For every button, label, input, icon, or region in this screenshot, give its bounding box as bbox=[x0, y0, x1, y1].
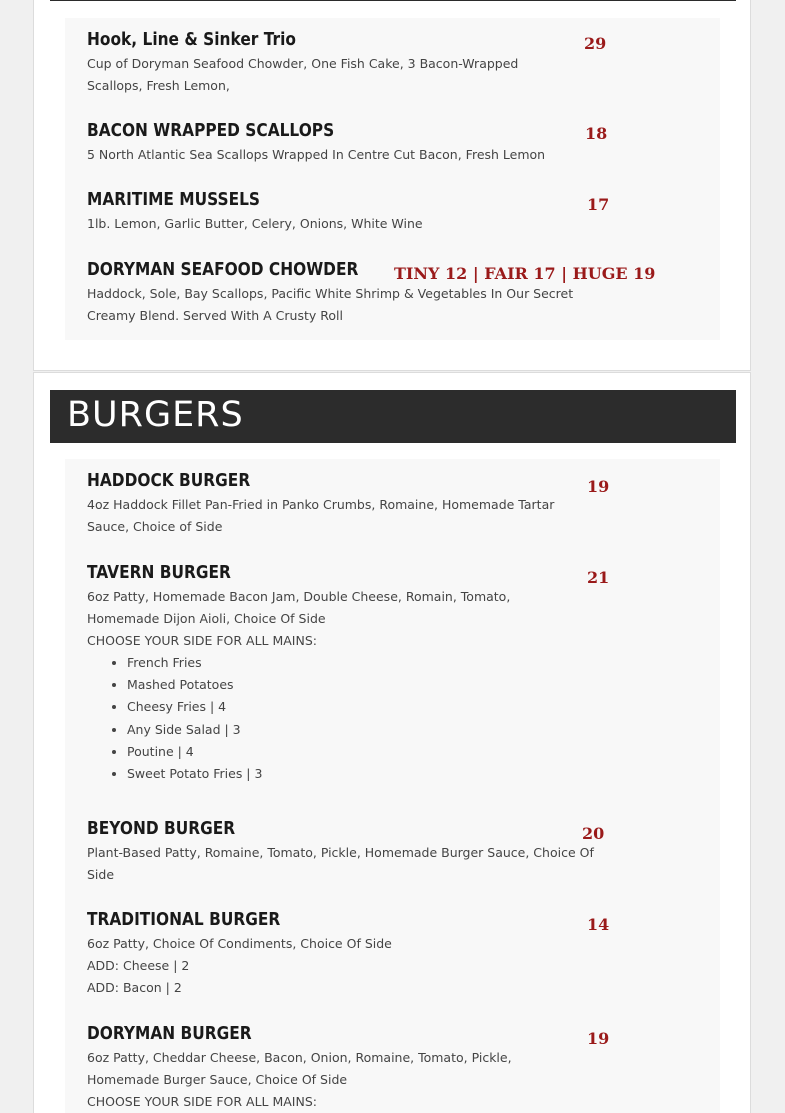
item-description: 6oz Patty, Choice Of Condiments, Choice Of Side bbox=[87, 936, 392, 951]
seafood-items-panel bbox=[65, 18, 720, 340]
item-name: BACON WRAPPED SCALLOPS bbox=[87, 121, 335, 141]
item-name: BEYOND BURGER bbox=[87, 819, 236, 839]
item-name: TAVERN BURGER bbox=[87, 563, 231, 583]
side-option: • Mashed Potatoes bbox=[127, 674, 547, 696]
menu-item-hook-line-sinker bbox=[87, 29, 607, 97]
add-on-option: ADD: Bacon | 2 bbox=[87, 980, 182, 995]
item-price: TINY 12 | FAIR 17 | HUGE 19 bbox=[394, 264, 656, 283]
item-name: DORYMAN SEAFOOD CHOWDER bbox=[87, 260, 359, 280]
item-name: DORYMAN BURGER bbox=[87, 1024, 252, 1044]
menu-item-traditional-burger bbox=[87, 909, 610, 999]
side-option: • French Fries bbox=[127, 652, 547, 674]
menu-item-bacon-wrapped-scallops bbox=[87, 120, 607, 166]
item-name: Hook, Line & Sinker Trio bbox=[87, 30, 296, 50]
side-option: • Any Side Salad | 3 bbox=[127, 719, 547, 741]
item-name: TRADITIONAL BURGER bbox=[87, 910, 281, 930]
item-description: Haddock, Sole, Bay Scallops, Pacific White Shrimp & Vegetables In Our Secret Creamy Blend. Served With A Crusty Roll bbox=[87, 286, 574, 323]
burgers-section-card bbox=[33, 372, 751, 1113]
menu-item-maritime-mussels bbox=[87, 189, 610, 235]
item-price: 19 bbox=[587, 1029, 610, 1048]
item-price: 14 bbox=[587, 915, 610, 934]
item-price: 20 bbox=[582, 824, 605, 843]
add-on-option: ADD: Cheese | 2 bbox=[87, 958, 190, 973]
item-price: 21 bbox=[587, 568, 610, 587]
item-name: MARITIME MUSSELS bbox=[87, 190, 261, 210]
burgers-items-panel bbox=[65, 459, 720, 1113]
item-name: HADDOCK BURGER bbox=[87, 471, 251, 491]
item-price: 18 bbox=[585, 124, 608, 143]
item-description: 1lb. Lemon, Garlic Butter, Celery, Onions, White Wine bbox=[87, 216, 423, 231]
menu-item-tavern-burger bbox=[87, 562, 547, 785]
item-price: 29 bbox=[584, 34, 607, 53]
item-description: 6oz Patty, Homemade Bacon Jam, Double Cheese, Romain, Tomato, Homemade Dijon Aioli, Choice Of Side bbox=[87, 589, 511, 626]
item-price: 17 bbox=[587, 195, 610, 214]
menu-item-doryman-burger bbox=[87, 1023, 547, 1113]
item-description: Cup of Doryman Seafood Chowder, One Fish Cake, 3 Bacon-Wrapped Scallops, Fresh Lemon, bbox=[87, 56, 519, 93]
side-option: • Cheesy Fries | 4 bbox=[127, 696, 547, 718]
side-options-list bbox=[87, 652, 547, 785]
menu-item-haddock-burger bbox=[87, 470, 587, 538]
side-choice-label: CHOOSE YOUR SIDE FOR ALL MAINS: bbox=[87, 1094, 317, 1109]
side-choice-label: CHOOSE YOUR SIDE FOR ALL MAINS: bbox=[87, 633, 317, 648]
seafood-section-card bbox=[33, 0, 751, 371]
side-option: • Sweet Potato Fries | 3 bbox=[127, 763, 547, 785]
side-option: • Poutine | 4 bbox=[127, 741, 547, 763]
section-title: BURGERS bbox=[67, 395, 244, 435]
item-description: Plant-Based Patty, Romaine, Tomato, Pickle, Homemade Burger Sauce, Choice Of Side bbox=[87, 845, 594, 882]
item-description: 6oz Patty, Cheddar Cheese, Bacon, Onion, Romaine, Tomato, Pickle, Homemade Burger Sauce, Choice Of Side bbox=[87, 1050, 512, 1087]
section-header-bottom-edge bbox=[50, 0, 736, 1]
menu-item-beyond-burger bbox=[87, 818, 607, 886]
item-description: 5 North Atlantic Sea Scallops Wrapped In Centre Cut Bacon, Fresh Lemon bbox=[87, 147, 546, 162]
item-description: 4oz Haddock Fillet Pan-Fried in Panko Crumbs, Romaine, Homemade Tartar Sauce, Choice of Side bbox=[87, 497, 555, 534]
section-header bbox=[50, 390, 736, 443]
item-price: 19 bbox=[587, 477, 610, 496]
